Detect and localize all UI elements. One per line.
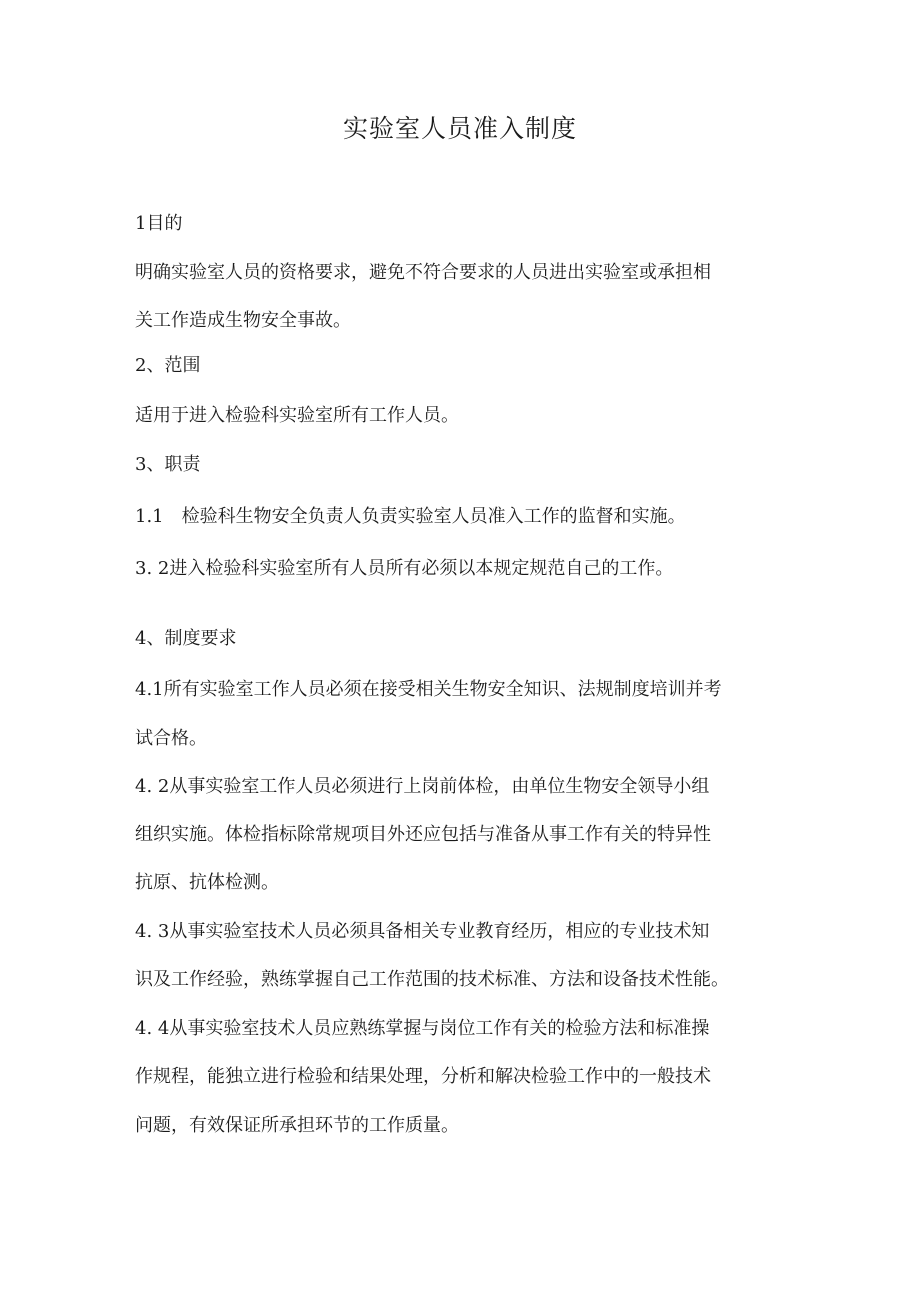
paragraph-line: 4. 4从事实验室技术人员应熟练掌握与岗位工作有关的检验方法和标准操 [135,1018,710,1039]
paragraph-line: 识及工作经验，熟练掌握自己工作范围的技术标准、方法和设备技术性能。 [135,969,729,990]
paragraph-line: 问题，有效保证所承担环节的工作质量。 [135,1115,459,1136]
paragraph-line: 适用于进入检验科实验室所有工作人员。 [135,405,459,426]
section-heading-responsibilities: 3、职责 [135,454,201,475]
paragraph-line: 4. 2从事实验室工作人员必须进行上岗前体检，由单位生物安全领导小组 [135,776,710,797]
paragraph-line: 作规程，能独立进行检验和结果处理，分析和解决检验工作中的一般技术 [135,1066,711,1087]
paragraph-line: 组织实施。体检指标除常规项目外还应包括与准备从事工作有关的特异性 [135,824,711,845]
paragraph-line: 1.1 检验科生物安全负责人负责实验室人员准入工作的监督和实施。 [135,506,686,527]
section-heading-requirements: 4、制度要求 [135,628,237,649]
section-heading-scope: 2、范围 [135,355,201,376]
paragraph-line: 4.1所有实验室工作人员必须在接受相关生物安全知识、法规制度培训并考 [135,679,722,700]
paragraph-line: 3. 2进入检验科实验室所有人员所有必须以本规定规范自己的工作。 [135,558,674,579]
section-heading-purpose: 1目的 [135,213,183,234]
paragraph-line: 明确实验室人员的资格要求，避免不符合要求的人员进出实验室或承担相 [135,262,711,283]
document-title: 实验室人员准入制度 [342,114,577,143]
paragraph-line: 4. 3从事实验室技术人员必须具备相关专业教育经历，相应的专业技术知 [135,921,710,942]
paragraph-line: 试合格。 [135,728,207,749]
paragraph-line: 抗原、抗体检测。 [135,872,279,893]
paragraph-line: 关工作造成生物安全事故。 [135,310,351,331]
